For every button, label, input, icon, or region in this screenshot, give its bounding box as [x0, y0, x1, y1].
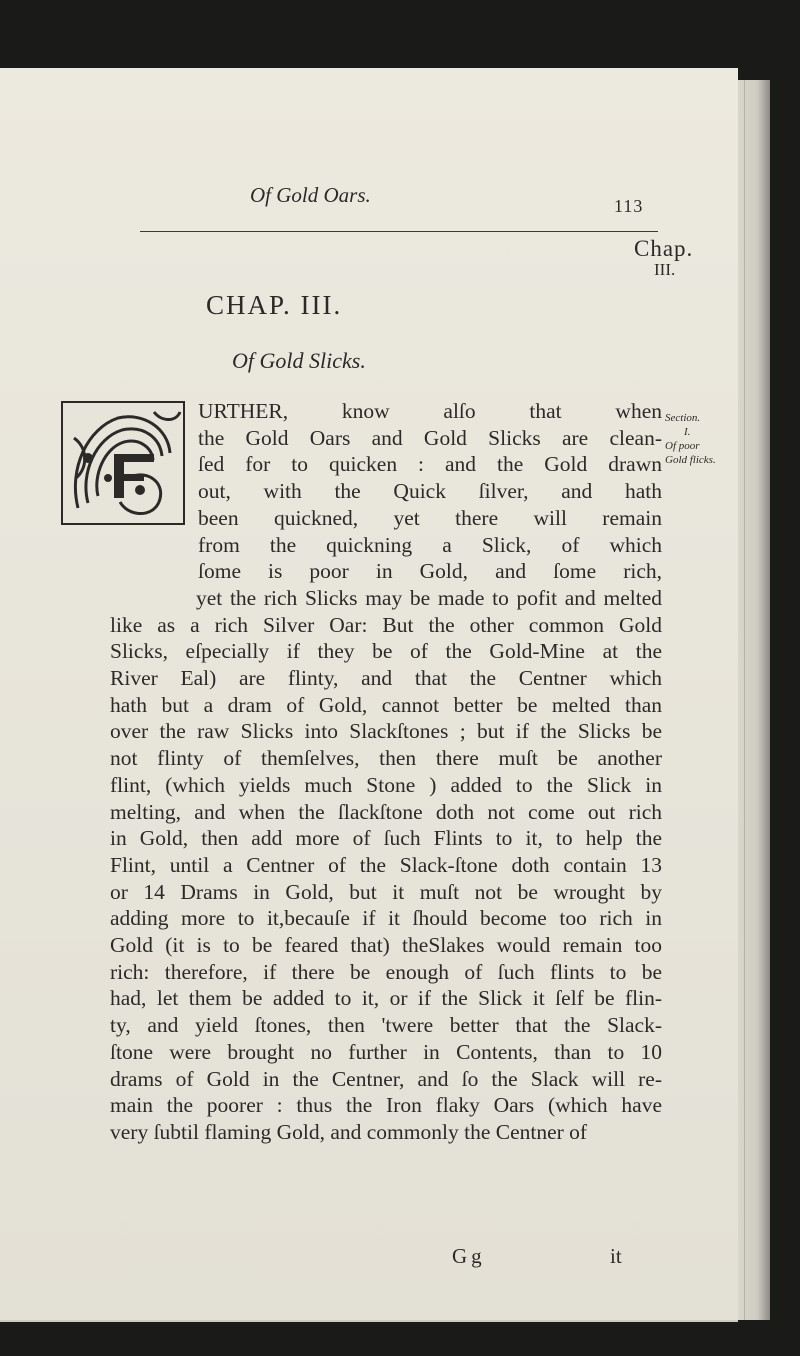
- side-note-topic-2: Gold flicks.: [665, 454, 716, 466]
- text-line: or 14 Drams in Gold, but it muſt not be wrought by: [110, 879, 662, 904]
- page-number: 113: [614, 196, 644, 216]
- text-line: the Gold Oars and Gold Slicks are clean-: [198, 425, 662, 450]
- header-rule: [140, 231, 658, 232]
- margin-chapter-label: Chap.: [634, 236, 694, 261]
- text-line: main the poorer : thus the Iron flaky Oars (which have: [110, 1093, 662, 1118]
- margin-chapter-number: III.: [654, 260, 676, 279]
- text-line: rich: therefore, if there be enough of ſuch flints to be: [110, 959, 662, 984]
- text-line: in Gold, then add more of ſuch Flints to it, to help the: [110, 826, 662, 851]
- text-line: not flinty of themſelves, then there muſt be another: [110, 746, 662, 771]
- text-line: very ſubtil flaming Gold, and commonly the Centner of: [110, 1119, 588, 1144]
- text-line: melting, and when the ſlackſtone doth not come out rich: [110, 799, 662, 824]
- text-line: Gold (it is to be feared that) theSlakes would remain too: [110, 933, 662, 958]
- text-line: like as a rich Silver Oar: But the other common Gold: [110, 612, 662, 637]
- catchword: it: [610, 1244, 622, 1268]
- text-line: River Eal) are flinty, and that the Centner which: [110, 666, 662, 691]
- text-line: had, let them be added to it, or if the Slick it ſelf be flin-: [110, 986, 662, 1011]
- text-line: out, with the Quick ſilver, and hath: [198, 479, 662, 504]
- text-line: drams of Gold in the Centner, and ſo the Slack will re-: [110, 1066, 662, 1091]
- chapter-title: CHAP. III.: [206, 290, 343, 320]
- text-line: URTHER, know alſo that when: [198, 399, 662, 423]
- text-line: ſed for to quicken : and the Gold drawn: [198, 452, 662, 477]
- body-text: [110, 398, 662, 1146]
- text-line: yet the rich Slicks may be made to pofit and melted: [196, 585, 662, 610]
- text-line: Slicks, eſpecially if they be of the Gold-Mine at the: [110, 639, 662, 664]
- text-line: over the raw Slicks into Slackſtones ; but if the Slicks be: [110, 719, 662, 744]
- drop-cap-spacer: [110, 398, 196, 606]
- text-line: adding more to it,becauſe if it ſhould become too rich in: [110, 906, 662, 931]
- chapter-subtitle: Of Gold Slicks.: [232, 348, 366, 373]
- text-line: flint, (which yields much Stone ) added to the Slick in: [110, 772, 662, 797]
- page-edge: [738, 80, 770, 1320]
- text-line: been quickned, yet there will remain: [198, 505, 662, 530]
- text-line: hath but a dram of Gold, cannot better be melted than: [110, 692, 662, 717]
- side-note-section: Section.: [665, 412, 701, 424]
- text-line: ty, and yield ſtones, then 'twere better that the Slack-: [110, 1013, 662, 1038]
- side-note-number: I.: [684, 426, 691, 438]
- text-line: Flint, until a Centner of the Slack-ſtone doth contain 13: [110, 852, 662, 877]
- text-line: ſome is poor in Gold, and ſome rich,: [198, 559, 662, 584]
- text-line: ſtone were brought no further in Contents, than to 10: [110, 1039, 662, 1064]
- side-note-topic-1: Of poor: [665, 440, 700, 452]
- signature-mark: Gg: [452, 1244, 486, 1268]
- text-line: from the quickning a Slick, of which: [198, 532, 662, 557]
- running-title: Of Gold Oars.: [250, 183, 371, 207]
